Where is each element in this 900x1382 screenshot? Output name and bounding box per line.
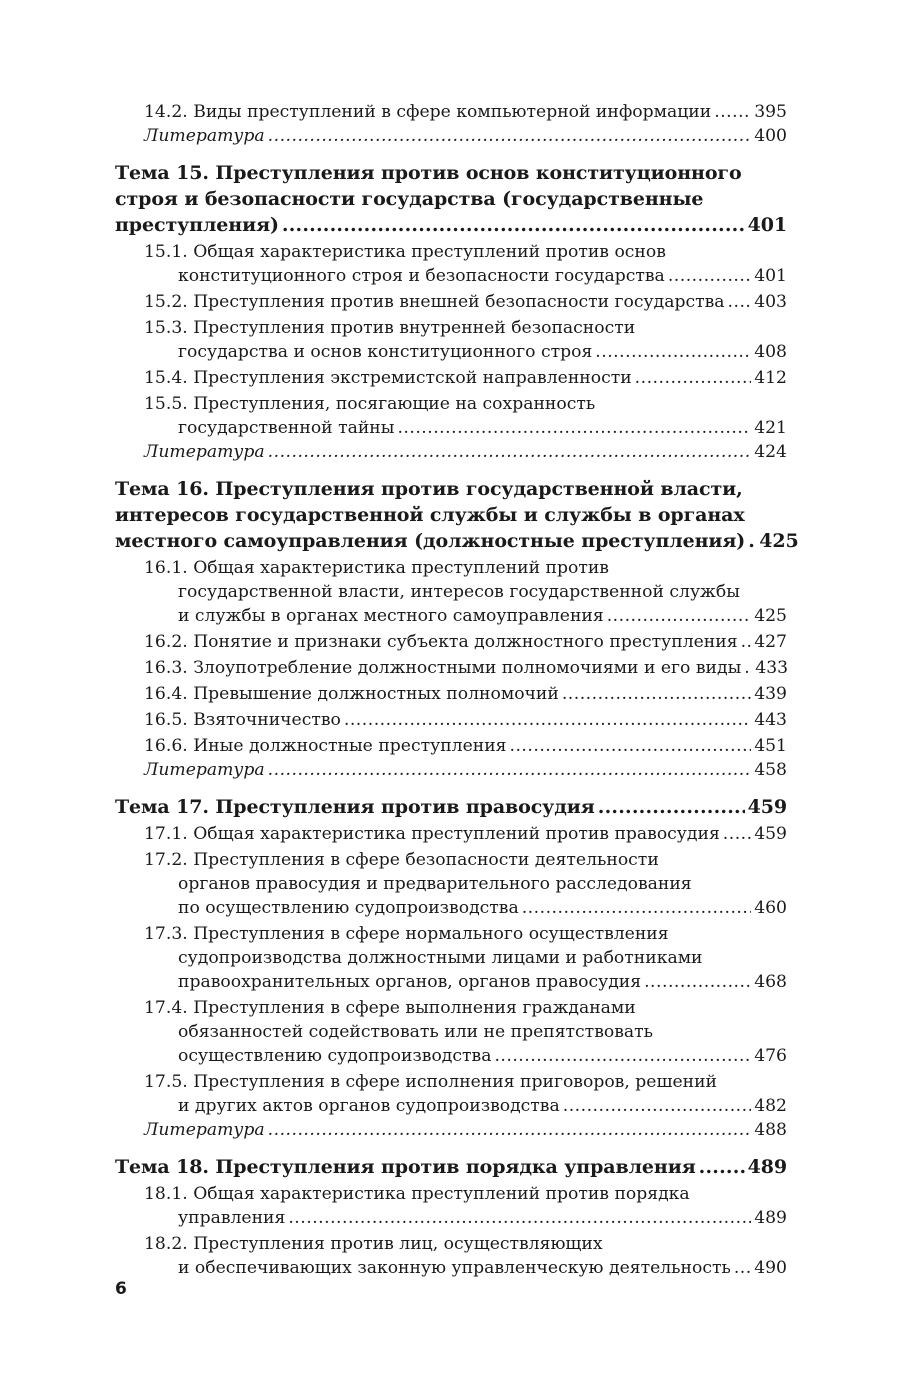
toc-entry-last-line — [144, 604, 787, 628]
toc-entry-title: местного самоуправления (должностные преступления) — [115, 530, 746, 552]
toc-section-entry — [144, 1232, 787, 1280]
toc-entry-last-line — [144, 708, 787, 732]
toc-section-entry — [144, 708, 787, 732]
toc-page-number: 490 — [754, 1258, 787, 1278]
toc-page-number: 421 — [754, 418, 787, 438]
toc-entry-last-line — [144, 822, 787, 846]
toc-entry-title: 16.3. Злоупотребление должностными полномочиями и его виды — [144, 658, 742, 678]
dot-leader — [595, 340, 751, 364]
toc-literature-entry — [144, 758, 787, 782]
toc-entry-title: 15.4. Преступления экстремистской направленности — [144, 368, 632, 388]
toc-entry-last-line — [144, 124, 787, 148]
toc-entry-title: и других актов органов судопроизводства — [178, 1096, 560, 1116]
toc-entry-last-line — [144, 264, 787, 288]
toc-entry-last-line — [144, 1094, 787, 1118]
toc-entry-line: строя и безопасности государства (государственные — [115, 188, 704, 210]
toc-entry-line: Тема 16. Преступления против государственной власти, — [115, 478, 743, 500]
toc-entry-last-line — [144, 656, 787, 680]
toc-page-number: 425 — [754, 606, 787, 626]
toc-page-number: 443 — [754, 710, 787, 730]
dot-leader — [748, 528, 756, 554]
dot-leader — [562, 682, 751, 706]
table-of-contents — [115, 98, 799, 1280]
toc-entry-last-line — [115, 528, 799, 554]
toc-section-entry — [144, 316, 787, 364]
dot-leader — [494, 1044, 751, 1068]
toc-entry-line: интересов государственной службы и службы в органах — [115, 504, 745, 526]
toc-section-entry — [144, 556, 787, 628]
toc-entry-title: Тема 17. Преступления против правосудия — [115, 796, 595, 818]
toc-entry-line: 18.2. Преступления против лиц, осуществляющих — [144, 1234, 603, 1254]
toc-entry-title: и обеспечивающих законную управленческую деятельность — [178, 1258, 731, 1278]
toc-entry-line: обязанностей содействовать или не препятствовать — [178, 1022, 654, 1042]
toc-section-entry — [144, 1070, 787, 1118]
toc-entry-title: осуществлению судопроизводства — [178, 1046, 492, 1066]
toc-entry-last-line — [144, 1256, 787, 1280]
toc-section-entry — [144, 922, 787, 994]
toc-entry-title: Литература — [144, 442, 265, 462]
toc-entry-last-line — [144, 630, 787, 654]
toc-entry-title: по осуществлению судопроизводства — [178, 898, 519, 918]
dot-leader — [268, 124, 752, 148]
toc-entry-title: 16.6. Иные должностные преступления — [144, 736, 507, 756]
toc-entry-last-line — [144, 440, 787, 464]
toc-entry-last-line — [115, 212, 787, 238]
toc-entry-title: конституционного строя и безопасности государства — [178, 266, 665, 286]
toc-entry-line: 17.3. Преступления в сфере нормального осуществления — [144, 924, 669, 944]
toc-entry-title: Тема 18. Преступления против порядка управления — [115, 1156, 696, 1178]
toc-entry-last-line — [144, 366, 787, 390]
dot-leader — [288, 1206, 751, 1230]
toc-entry-title: преступления) — [115, 214, 279, 236]
toc-page-number: 403 — [754, 292, 787, 312]
toc-chapter-entry — [115, 1154, 787, 1180]
toc-page-number: 459 — [754, 824, 787, 844]
toc-literature-entry — [144, 440, 787, 464]
toc-page-number: 401 — [747, 214, 787, 236]
dot-leader — [723, 822, 751, 846]
toc-entry-title: 15.2. Преступления против внешней безопасности государства — [144, 292, 725, 312]
toc-literature-entry — [144, 124, 787, 148]
toc-section-entry — [144, 392, 787, 440]
toc-section-entry — [144, 630, 787, 654]
toc-entry-title: Литература — [144, 760, 265, 780]
toc-section-entry — [144, 848, 787, 920]
toc-entry-line: судопроизводства должностными лицами и работниками — [178, 948, 703, 968]
toc-section-entry — [144, 822, 787, 846]
toc-entry-line: 17.2. Преступления в сфере безопасности деятельности — [144, 850, 659, 870]
toc-entry-line: 16.1. Общая характеристика преступлений против — [144, 558, 609, 578]
toc-page-number: 408 — [754, 342, 787, 362]
toc-entry-last-line — [144, 1044, 787, 1068]
dot-leader — [635, 366, 752, 390]
dot-leader — [268, 1118, 752, 1142]
toc-entry-last-line — [144, 682, 787, 706]
toc-page-number: 482 — [754, 1096, 787, 1116]
toc-section-entry — [144, 656, 787, 680]
toc-entry-last-line — [144, 1206, 787, 1230]
toc-chapter-entry — [115, 794, 787, 820]
toc-entry-title: 14.2. Виды преступлений в сфере компьютерной информации — [144, 102, 712, 122]
toc-entry-line: 15.5. Преступления, посягающие на сохранность — [144, 394, 596, 414]
toc-entry-line: 15.1. Общая характеристика преступлений против основ — [144, 242, 666, 262]
dot-leader — [741, 630, 752, 654]
dot-leader — [268, 440, 752, 464]
toc-entry-line: 17.4. Преступления в сфере выполнения гражданами — [144, 998, 636, 1018]
toc-entry-line: государственной власти, интересов государственной службы — [178, 582, 740, 602]
toc-entry-last-line — [144, 734, 787, 758]
toc-entry-title: правоохранительных органов, органов правосудия — [178, 972, 642, 992]
toc-literature-entry — [144, 1118, 787, 1142]
toc-section-entry — [144, 290, 787, 314]
toc-page-number: 489 — [747, 1156, 787, 1178]
dot-leader — [397, 416, 751, 440]
toc-page-number: 400 — [754, 126, 787, 146]
toc-page-number: 427 — [754, 632, 787, 652]
dot-leader — [728, 290, 752, 314]
toc-entry-line: органов правосудия и предварительного расследования — [178, 874, 692, 894]
toc-entry-last-line — [144, 100, 787, 124]
toc-section-entry — [144, 1182, 787, 1230]
toc-entry-title: 16.2. Понятие и признаки субъекта должностного преступления — [144, 632, 738, 652]
dot-leader — [714, 100, 751, 124]
dot-leader — [344, 708, 751, 732]
dot-leader — [598, 794, 745, 820]
toc-entry-last-line — [144, 340, 787, 364]
toc-page-number: 451 — [754, 736, 787, 756]
toc-entry-title: Литература — [144, 126, 265, 146]
toc-entry-last-line — [144, 970, 787, 994]
toc-page-number: 439 — [754, 684, 787, 704]
toc-page-number: 395 — [754, 102, 787, 122]
toc-section-entry — [144, 366, 787, 390]
toc-entry-last-line — [115, 1154, 787, 1180]
toc-entry-line: 15.3. Преступления против внутренней безопасности — [144, 318, 636, 338]
dot-leader — [668, 264, 751, 288]
toc-chapter-entry — [115, 476, 799, 554]
toc-section-entry — [144, 100, 787, 124]
toc-entry-last-line — [144, 290, 787, 314]
toc-page-number: 425 — [759, 530, 799, 552]
dot-leader — [607, 604, 751, 628]
toc-entry-title: 16.5. Взяточничество — [144, 710, 341, 730]
toc-section-entry — [144, 240, 787, 288]
dot-leader — [282, 212, 745, 238]
toc-entry-title: 16.4. Превышение должностных полномочий — [144, 684, 559, 704]
toc-entry-last-line — [144, 896, 787, 920]
toc-entry-title: управления — [178, 1208, 286, 1228]
toc-entry-title: Литература — [144, 1120, 265, 1140]
dot-leader — [744, 656, 752, 680]
toc-page-number: 460 — [754, 898, 787, 918]
toc-page-number: 459 — [747, 796, 787, 818]
toc-page-number: 424 — [754, 442, 787, 462]
toc-page-number: 433 — [755, 658, 789, 678]
toc-entry-last-line — [144, 416, 787, 440]
dot-leader — [522, 896, 751, 920]
dot-leader — [268, 758, 752, 782]
dot-leader — [699, 1154, 745, 1180]
toc-entry-title: 17.1. Общая характеристика преступлений против правосудия — [144, 824, 720, 844]
toc-entry-line: 18.1. Общая характеристика преступлений против порядка — [144, 1184, 690, 1204]
dot-leader — [644, 970, 751, 994]
toc-entry-line: 17.5. Преступления в сфере исполнения приговоров, решений — [144, 1072, 717, 1092]
toc-entry-title: государственной тайны — [178, 418, 395, 438]
toc-entry-last-line — [144, 1118, 787, 1142]
toc-entry-last-line — [115, 794, 787, 820]
toc-page-number: 488 — [754, 1120, 787, 1140]
dot-leader — [734, 1256, 751, 1280]
toc-page-number: 476 — [754, 1046, 787, 1066]
toc-page-number: 458 — [754, 760, 787, 780]
toc-page-number: 468 — [754, 972, 787, 992]
toc-chapter-entry — [115, 160, 787, 238]
page-number: 6 — [115, 1279, 127, 1299]
toc-entry-title: и службы в органах местного самоуправления — [178, 606, 604, 626]
dot-leader — [563, 1094, 751, 1118]
toc-entry-line: Тема 15. Преступления против основ конституционного — [115, 162, 742, 184]
toc-section-entry — [144, 734, 787, 758]
toc-entry-title: государства и основ конституционного строя — [178, 342, 593, 362]
toc-section-entry — [144, 682, 787, 706]
dot-leader — [510, 734, 752, 758]
toc-section-entry — [144, 996, 787, 1068]
toc-page-number: 401 — [754, 266, 787, 286]
toc-entry-last-line — [144, 758, 787, 782]
toc-page-number: 489 — [754, 1208, 787, 1228]
toc-page-number: 412 — [754, 368, 787, 388]
